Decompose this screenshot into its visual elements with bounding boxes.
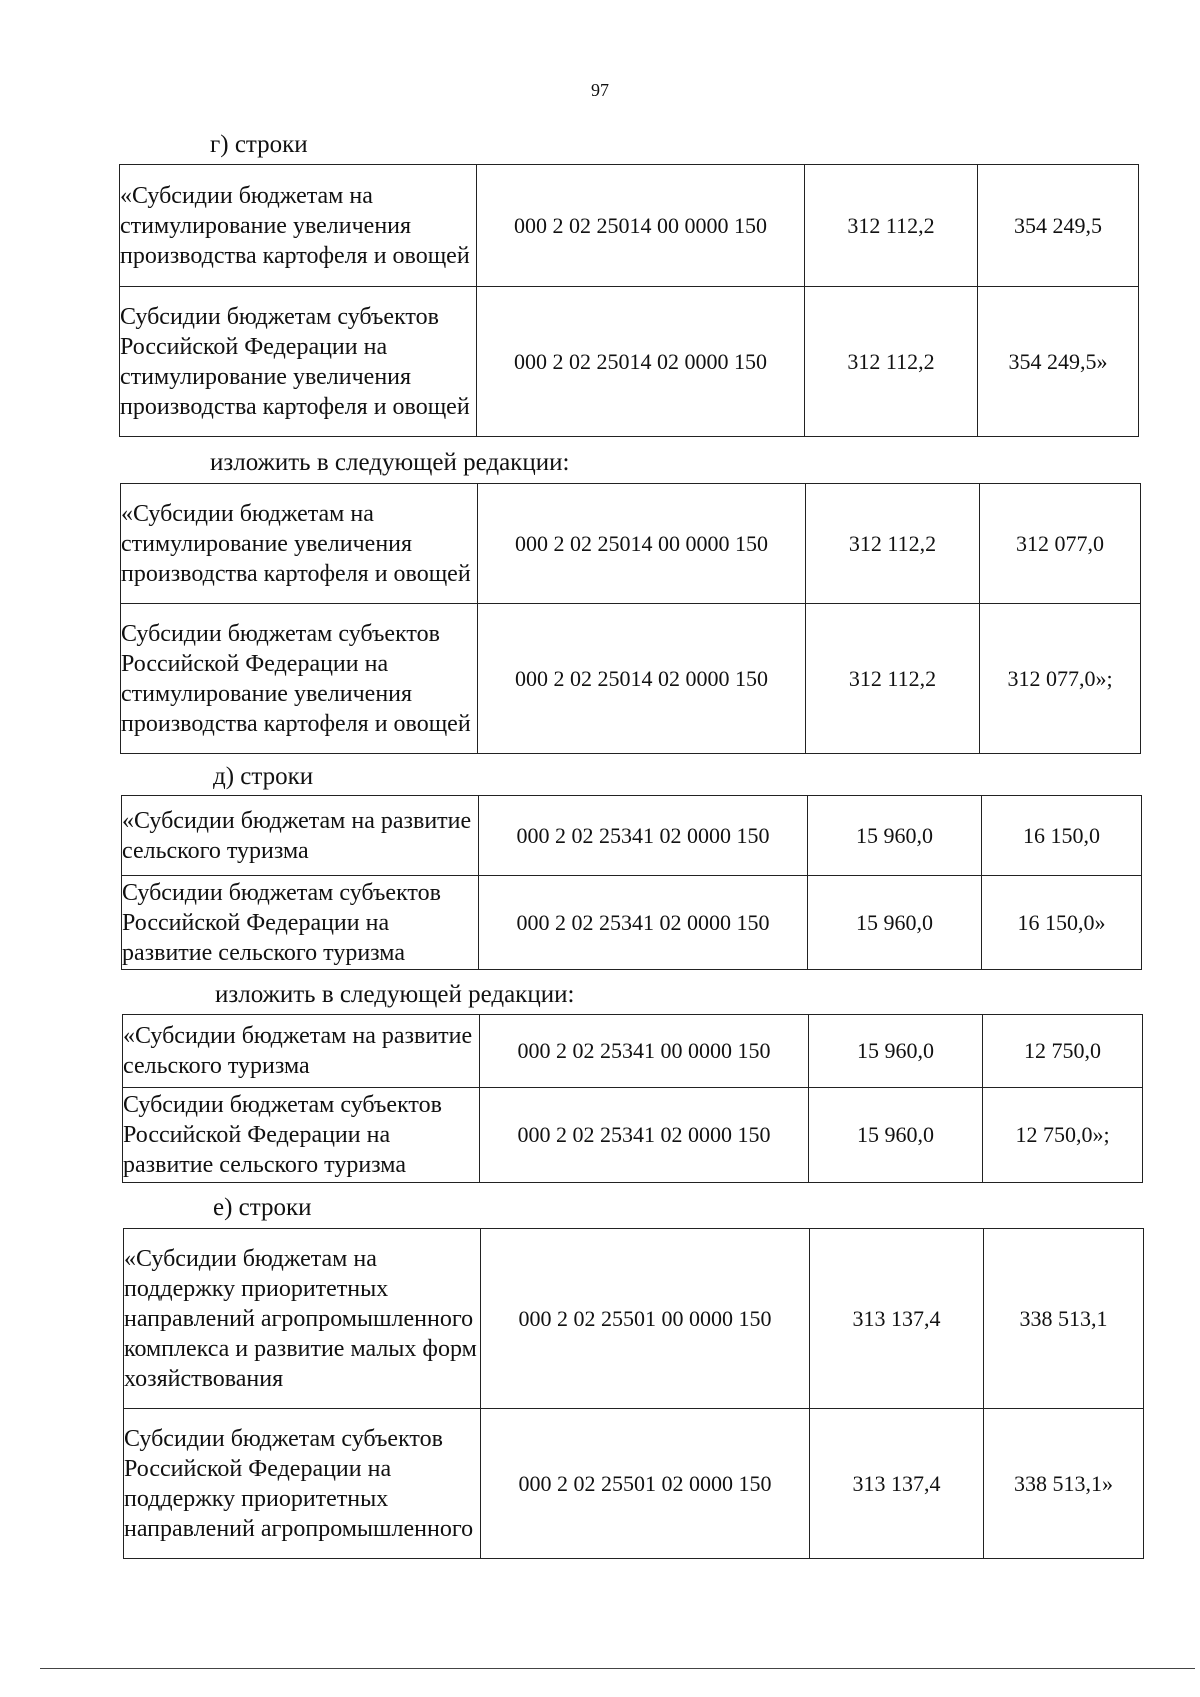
page-number: 97 — [591, 80, 609, 100]
section-label-replace-g: изложить в следующей редакции: — [210, 449, 570, 476]
row-code: 000 2 02 25341 02 0000 150 — [479, 876, 808, 970]
row-name: Субсидии бюджетам субъектов Российской Федерации на стимулирование увеличения производства картофеля и овощей — [120, 287, 477, 437]
row-name: Субсидии бюджетам субъектов Российской Федерации на поддержку приоритетных направлений агропромышленного — [124, 1409, 481, 1559]
table-row — [123, 1015, 1143, 1088]
section-label-g: г) строки — [210, 131, 308, 158]
row-name: Субсидии бюджетам субъектов Российской Федерации на развитие сельского туризма — [123, 1088, 480, 1183]
row-value2: 354 249,5 — [978, 165, 1139, 287]
row-value2: 12 750,0»; — [983, 1088, 1143, 1183]
row-value2: 312 077,0»; — [980, 604, 1141, 754]
table-row — [121, 604, 1141, 754]
table-g-new — [120, 483, 1141, 754]
row-value1: 312 112,2 — [805, 287, 978, 437]
row-name: Субсидии бюджетам субъектов Российской Федерации на развитие сельского туризма — [122, 876, 479, 970]
table-row — [120, 287, 1139, 437]
table-row — [123, 1088, 1143, 1183]
section-label-d: д) строки — [213, 763, 314, 790]
row-name: «Субсидии бюджетам на стимулирование увеличения производства картофеля и овощей — [121, 484, 478, 604]
row-value2: 16 150,0» — [982, 876, 1142, 970]
row-value1: 313 137,4 — [810, 1229, 984, 1409]
row-value2: 312 077,0 — [980, 484, 1141, 604]
row-code: 000 2 02 25501 02 0000 150 — [481, 1409, 810, 1559]
section-label-e: е) строки — [213, 1194, 312, 1221]
row-code: 000 2 02 25014 02 0000 150 — [477, 287, 805, 437]
row-code: 000 2 02 25341 00 0000 150 — [480, 1015, 809, 1088]
row-value1: 312 112,2 — [805, 165, 978, 287]
table-d — [121, 795, 1142, 970]
table-row — [122, 796, 1142, 876]
row-code: 000 2 02 25501 00 0000 150 — [481, 1229, 810, 1409]
row-value1: 313 137,4 — [810, 1409, 984, 1559]
table-row — [120, 165, 1139, 287]
row-value2: 338 513,1» — [984, 1409, 1144, 1559]
row-code: 000 2 02 25014 00 0000 150 — [477, 165, 805, 287]
row-value2: 338 513,1 — [984, 1229, 1144, 1409]
row-value1: 312 112,2 — [806, 604, 980, 754]
row-value2: 354 249,5» — [978, 287, 1139, 437]
table-e — [123, 1228, 1144, 1559]
row-value1: 15 960,0 — [808, 796, 982, 876]
row-value2: 16 150,0 — [982, 796, 1142, 876]
table-g — [119, 164, 1139, 437]
table-row — [124, 1229, 1144, 1409]
row-value1: 15 960,0 — [809, 1088, 983, 1183]
row-name: «Субсидии бюджетам на поддержку приоритетных направлений агропромышленного комплекса и развитие малых форм хозяйствования — [124, 1229, 481, 1409]
row-code: 000 2 02 25341 02 0000 150 — [479, 796, 808, 876]
row-value1: 15 960,0 — [808, 876, 982, 970]
row-code: 000 2 02 25014 02 0000 150 — [478, 604, 806, 754]
row-code: 000 2 02 25014 00 0000 150 — [478, 484, 806, 604]
row-code: 000 2 02 25341 02 0000 150 — [480, 1088, 809, 1183]
table-row — [121, 484, 1141, 604]
table-d-new — [122, 1014, 1143, 1183]
table-row — [122, 876, 1142, 970]
section-label-replace-d: изложить в следующей редакции: — [215, 981, 575, 1008]
row-value1: 15 960,0 — [809, 1015, 983, 1088]
page-bottom-divider — [40, 1668, 1195, 1669]
row-value2: 12 750,0 — [983, 1015, 1143, 1088]
row-name: «Субсидии бюджетам на стимулирование увеличения производства картофеля и овощей — [120, 165, 477, 287]
table-row — [124, 1409, 1144, 1559]
row-name: «Субсидии бюджетам на развитие сельского туризма — [123, 1015, 480, 1088]
row-name: «Субсидии бюджетам на развитие сельского туризма — [122, 796, 479, 876]
row-value1: 312 112,2 — [806, 484, 980, 604]
row-name: Субсидии бюджетам субъектов Российской Федерации на стимулирование увеличения производства картофеля и овощей — [121, 604, 478, 754]
